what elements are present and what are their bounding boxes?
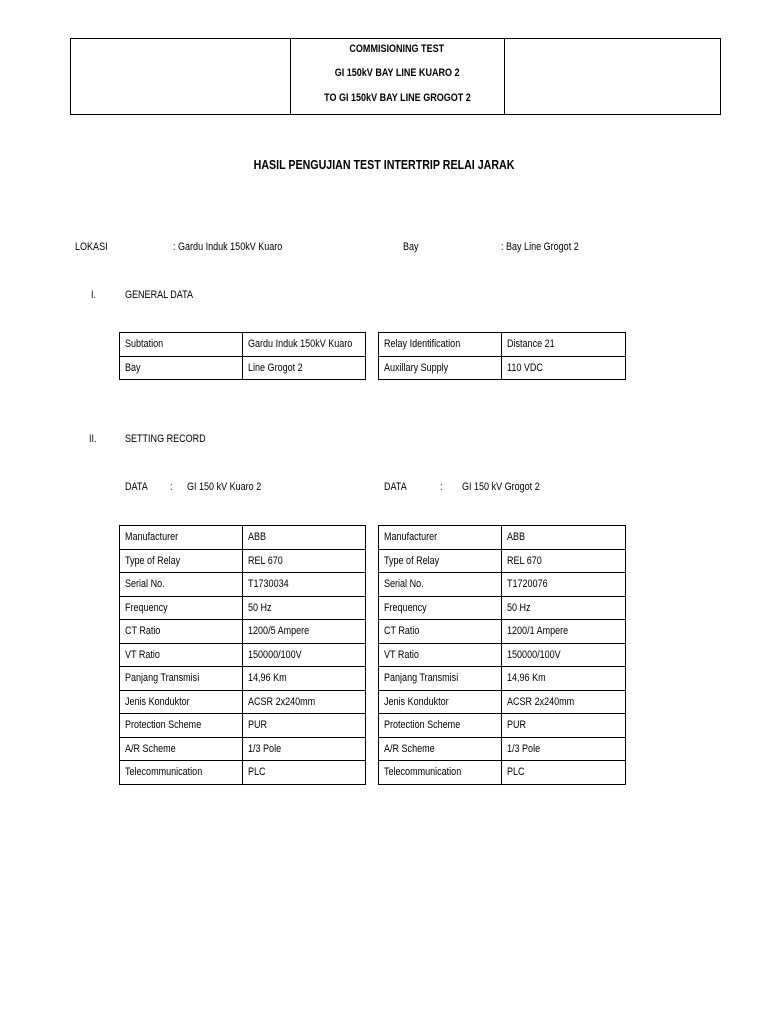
general-data-left-table bbox=[119, 332, 366, 380]
table-row bbox=[379, 573, 626, 597]
right-data-value: GI 150 kV Grogot 2 bbox=[462, 481, 540, 493]
page-title: HASIL PENGUJIAN TEST INTERTRIP RELAI JARAK bbox=[253, 157, 515, 172]
table-row bbox=[379, 356, 626, 380]
table-cell: 1200/5 Ampere bbox=[243, 620, 366, 644]
table-row bbox=[120, 737, 366, 761]
table-cell: Protection Scheme bbox=[379, 714, 502, 738]
section-1-number: I. bbox=[91, 289, 97, 301]
table-row bbox=[120, 549, 366, 573]
general-data-right-table bbox=[378, 332, 626, 380]
table-cell: PUR bbox=[243, 714, 366, 738]
table-cell: A/R Scheme bbox=[120, 737, 243, 761]
left-data-label: DATA bbox=[125, 481, 148, 493]
table-cell: Frequency bbox=[120, 596, 243, 620]
right-data-colon: : bbox=[440, 481, 443, 493]
table-cell: ABB bbox=[243, 526, 366, 550]
table-cell: Protection Scheme bbox=[120, 714, 243, 738]
table-cell: 110 VDC bbox=[502, 356, 626, 380]
table-cell: Manufacturer bbox=[379, 526, 502, 550]
table-cell: Telecommunication bbox=[120, 761, 243, 785]
header-box bbox=[70, 38, 721, 115]
table-cell: Serial No. bbox=[379, 573, 502, 597]
table-cell: Jenis Konduktor bbox=[379, 690, 502, 714]
table-cell: PLC bbox=[502, 761, 626, 785]
table-row bbox=[120, 333, 366, 357]
table-cell: Type of Relay bbox=[379, 549, 502, 573]
bay-label: Bay bbox=[403, 241, 419, 253]
table-cell: REL 670 bbox=[243, 549, 366, 573]
table-row bbox=[379, 737, 626, 761]
right-data-label: DATA bbox=[384, 481, 407, 493]
table-cell: T1730034 bbox=[243, 573, 366, 597]
table-cell: VT Ratio bbox=[120, 643, 243, 667]
table-row bbox=[379, 333, 626, 357]
header-line-2: GI 150kV BAY LINE KUARO 2 bbox=[334, 67, 460, 79]
location-label: LOKASI bbox=[75, 241, 108, 253]
table-cell: Frequency bbox=[379, 596, 502, 620]
table-cell: 1200/1 Ampere bbox=[502, 620, 626, 644]
table-cell: Subtation bbox=[120, 333, 243, 357]
header-left-cell bbox=[71, 39, 291, 114]
table-row bbox=[120, 667, 366, 691]
table-cell: 150000/100V bbox=[502, 643, 626, 667]
header-title-cell bbox=[290, 39, 504, 114]
table-row bbox=[379, 620, 626, 644]
table-cell: Bay bbox=[120, 356, 243, 380]
table-cell: PLC bbox=[243, 761, 366, 785]
table-cell: 14,96 Km bbox=[502, 667, 626, 691]
table-row bbox=[120, 690, 366, 714]
table-cell: ABB bbox=[502, 526, 626, 550]
left-data-value: GI 150 kV Kuaro 2 bbox=[187, 481, 262, 493]
table-cell: Relay Identification bbox=[379, 333, 502, 357]
table-row bbox=[379, 667, 626, 691]
table-row bbox=[379, 596, 626, 620]
table-cell: Telecommunication bbox=[379, 761, 502, 785]
table-cell: 50 Hz bbox=[502, 596, 626, 620]
table-cell: REL 670 bbox=[502, 549, 626, 573]
table-cell: A/R Scheme bbox=[379, 737, 502, 761]
section-2-title: SETTING RECORD bbox=[125, 433, 206, 445]
table-cell: VT Ratio bbox=[379, 643, 502, 667]
table-cell: 150000/100V bbox=[243, 643, 366, 667]
table-row bbox=[379, 714, 626, 738]
location-value: : Gardu Induk 150kV Kuaro bbox=[173, 241, 283, 253]
table-cell: PUR bbox=[502, 714, 626, 738]
section-2-number: II. bbox=[89, 433, 97, 445]
table-cell: CT Ratio bbox=[379, 620, 502, 644]
setting-record-left-table bbox=[119, 525, 366, 785]
table-row bbox=[120, 643, 366, 667]
table-row bbox=[379, 643, 626, 667]
table-row bbox=[379, 549, 626, 573]
table-cell: 14,96 Km bbox=[243, 667, 366, 691]
table-row bbox=[120, 596, 366, 620]
table-cell: Line Grogot 2 bbox=[243, 356, 366, 380]
table-row bbox=[120, 761, 366, 785]
table-cell: Auxillary Supply bbox=[379, 356, 502, 380]
table-cell: 1/3 Pole bbox=[502, 737, 626, 761]
section-1-title: GENERAL DATA bbox=[125, 289, 194, 301]
table-row bbox=[120, 526, 366, 550]
bay-value: : Bay Line Grogot 2 bbox=[501, 241, 579, 253]
table-cell: 50 Hz bbox=[243, 596, 366, 620]
table-cell: Manufacturer bbox=[120, 526, 243, 550]
table-cell: CT Ratio bbox=[120, 620, 243, 644]
table-row bbox=[120, 620, 366, 644]
table-cell: ACSR 2x240mm bbox=[502, 690, 626, 714]
table-row bbox=[379, 690, 626, 714]
table-row bbox=[120, 356, 366, 380]
table-cell: Panjang Transmisi bbox=[379, 667, 502, 691]
table-cell: Distance 21 bbox=[502, 333, 626, 357]
table-cell: Gardu Induk 150kV Kuaro bbox=[243, 333, 366, 357]
table-cell: T1720076 bbox=[502, 573, 626, 597]
header-line-1: COMMISIONING TEST bbox=[349, 43, 445, 55]
header-line-3: TO GI 150kV BAY LINE GROGOT 2 bbox=[323, 92, 471, 104]
table-cell: ACSR 2x240mm bbox=[243, 690, 366, 714]
header-right-cell bbox=[504, 39, 721, 114]
table-cell: 1/3 Pole bbox=[243, 737, 366, 761]
table-row bbox=[379, 761, 626, 785]
table-cell: Jenis Konduktor bbox=[120, 690, 243, 714]
table-cell: Type of Relay bbox=[120, 549, 243, 573]
table-cell: Serial No. bbox=[120, 573, 243, 597]
table-row bbox=[379, 526, 626, 550]
left-data-colon: : bbox=[170, 481, 173, 493]
table-row bbox=[120, 573, 366, 597]
table-cell: Panjang Transmisi bbox=[120, 667, 243, 691]
table-row bbox=[120, 714, 366, 738]
setting-record-right-table bbox=[378, 525, 626, 785]
